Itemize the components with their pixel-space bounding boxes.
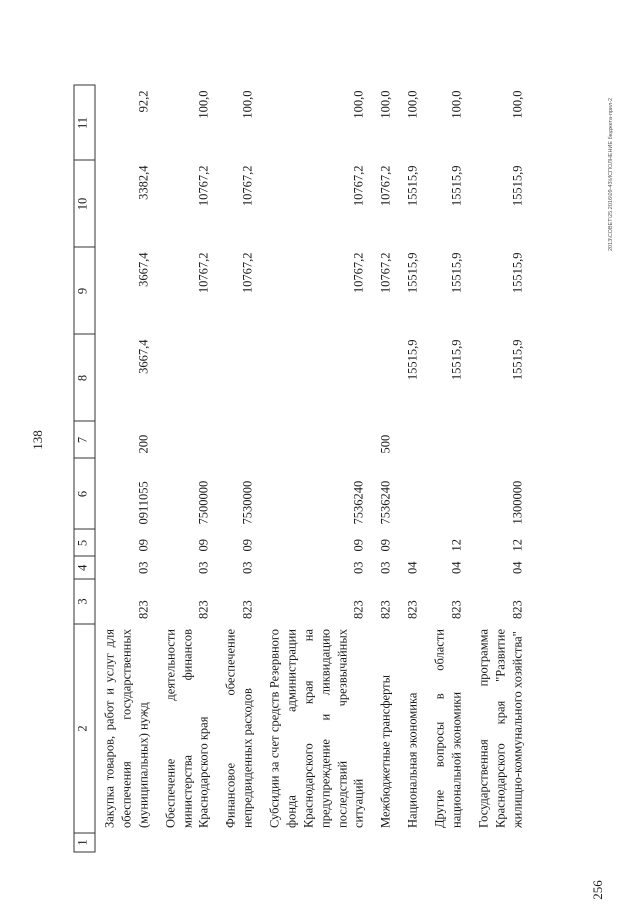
cell-subsection: 09: [136, 539, 151, 552]
cell-col10: 10767,2: [351, 165, 366, 207]
cell-col9: 10767,2: [378, 252, 393, 294]
table-header-row: [74, 86, 95, 853]
cell-admin-code: 823: [378, 600, 393, 619]
row-name: Закупка товаров, работ и услуг для обеспечения государственных (муниципальных) нужд: [102, 629, 151, 828]
cell-col10: 15515,9: [405, 165, 420, 207]
cell-col10: 10767,2: [240, 165, 255, 207]
cell-expense-type: [399, 422, 426, 459]
header-cell: 1: [74, 833, 95, 852]
cell-admin-code: 823: [240, 600, 255, 619]
cell-col8: 3667,4: [136, 339, 151, 374]
cell-target-item: [426, 459, 470, 530]
cell-expense-type: [426, 422, 470, 459]
cell-expense-type: 500: [378, 434, 393, 454]
cell-section: 04: [405, 561, 420, 574]
row-name: Обеспечение деятельности министерства финансов Краснодарского края: [163, 629, 211, 828]
cell-admin-code: 823: [351, 600, 366, 619]
header-cell: 9: [74, 248, 95, 335]
table-row: [426, 86, 470, 853]
table-row: [95, 86, 156, 853]
cell-section: 04: [449, 561, 464, 574]
cell-section: 03: [351, 561, 366, 574]
header-cell: 6: [74, 459, 95, 530]
budget-table: [74, 85, 530, 853]
cell-col9: 10767,2: [196, 252, 211, 294]
cell-section: 03: [240, 561, 255, 574]
cell-admin-code: 823: [196, 600, 211, 619]
cell-expense-type: [217, 422, 261, 459]
row-name: Субсидии за счет средств Резервного фонда администрации Краснодарского края на предупреждение и ликвидацию последствий чрезвычайных ситуаций: [267, 629, 366, 828]
cell-col8: [156, 335, 217, 422]
table-row: [372, 86, 399, 853]
cell-section: 03: [378, 561, 393, 574]
cell-subsection: 09: [378, 539, 393, 552]
row-name: Другие вопросы в области национальной экономики: [432, 629, 464, 828]
cell-col11: 100,0: [351, 90, 366, 119]
cell-target-item: 7500000: [196, 480, 211, 525]
cell-col9: 3667,4: [136, 252, 151, 287]
file-path-note: 2013\СОВЕТ\25.2016\09-43\ИСПОЛНЕНИЕ бюджета-прил-2: [608, 97, 614, 251]
page-number-top: 138: [29, 430, 45, 450]
cell-col9: 15515,9: [449, 252, 464, 294]
cell-col11: 100,0: [240, 90, 255, 119]
cell-col9: 10767,2: [240, 252, 255, 294]
cell-col10: 15515,9: [449, 165, 464, 207]
cell-col10: 15515,9: [510, 165, 524, 207]
header-cell: 11: [74, 86, 95, 161]
header-cell: 5: [74, 530, 95, 557]
cell-subsection: 09: [196, 539, 211, 552]
header-cell: 7: [74, 422, 95, 459]
table-row: [469, 86, 530, 853]
cell-subsection: 12: [510, 539, 524, 552]
cell-col11: 100,0: [510, 90, 524, 119]
table-row: [156, 86, 217, 853]
cell-target-item: [399, 459, 426, 530]
row-name: Финансовое обеспечение непредвиденных расходов: [223, 629, 255, 828]
cell-admin-code: 823: [405, 600, 420, 619]
cell-col8: 15515,9: [449, 339, 464, 381]
row-name: Национальная экономика: [405, 692, 420, 828]
cell-expense-type: 200: [136, 434, 151, 454]
table-row: [217, 86, 261, 853]
cell-col8: [372, 335, 399, 422]
header-cell: 4: [74, 557, 95, 580]
cell-col10: 10767,2: [196, 165, 211, 207]
cell-col8: [217, 335, 261, 422]
cell-expense-type: [261, 422, 372, 459]
cell-target-item: 1300000: [510, 480, 524, 525]
cell-subsection: [399, 530, 426, 557]
cell-subsection: 12: [449, 539, 464, 552]
cell-col11: 100,0: [405, 90, 420, 119]
header-cell: 10: [74, 161, 95, 248]
cell-admin-code: 823: [510, 600, 524, 619]
cell-section: 04: [510, 561, 524, 574]
rotated-table-stage: [74, 48, 564, 853]
cell-target-item: 7536240: [378, 480, 393, 525]
cell-section: 03: [136, 561, 151, 574]
cell-col11: 100,0: [378, 90, 393, 119]
cell-target-item: 7536240: [351, 480, 366, 525]
header-cell: 2: [74, 624, 95, 833]
row-name: Государственная программа Краснодарского края "Развитие жилищно-коммунального хозяйства": [476, 629, 524, 828]
cell-subsection: 09: [351, 539, 366, 552]
row-name: Межбюджетные трансферты: [378, 674, 393, 828]
table-row: [261, 86, 372, 853]
cell-expense-type: [469, 422, 530, 459]
cell-subsection: 09: [240, 539, 255, 552]
cell-col9: 15515,9: [510, 252, 524, 294]
table-row: [399, 86, 426, 853]
cell-col9: 10767,2: [351, 252, 366, 294]
cell-col9: 15515,9: [405, 252, 420, 294]
cell-col10: 3382,4: [136, 165, 151, 200]
cell-target-item: 0911055: [136, 481, 151, 525]
page-number-bottom: 256: [589, 880, 605, 900]
cell-expense-type: [156, 422, 217, 459]
cell-col11: 92,2: [136, 90, 151, 113]
cell-col8: 15515,9: [405, 339, 420, 381]
cell-admin-code: 823: [449, 600, 464, 619]
cell-col11: 100,0: [449, 90, 464, 119]
cell-col11: 100,0: [196, 90, 211, 119]
cell-section: 03: [196, 561, 211, 574]
header-cell: 8: [74, 335, 95, 422]
cell-col10: 10767,2: [378, 165, 393, 207]
header-cell: 3: [74, 579, 95, 624]
cell-col8: 15515,9: [510, 339, 524, 381]
cell-col8: [261, 335, 372, 422]
cell-target-item: 7530000: [240, 480, 255, 525]
cell-admin-code: 823: [136, 600, 151, 619]
